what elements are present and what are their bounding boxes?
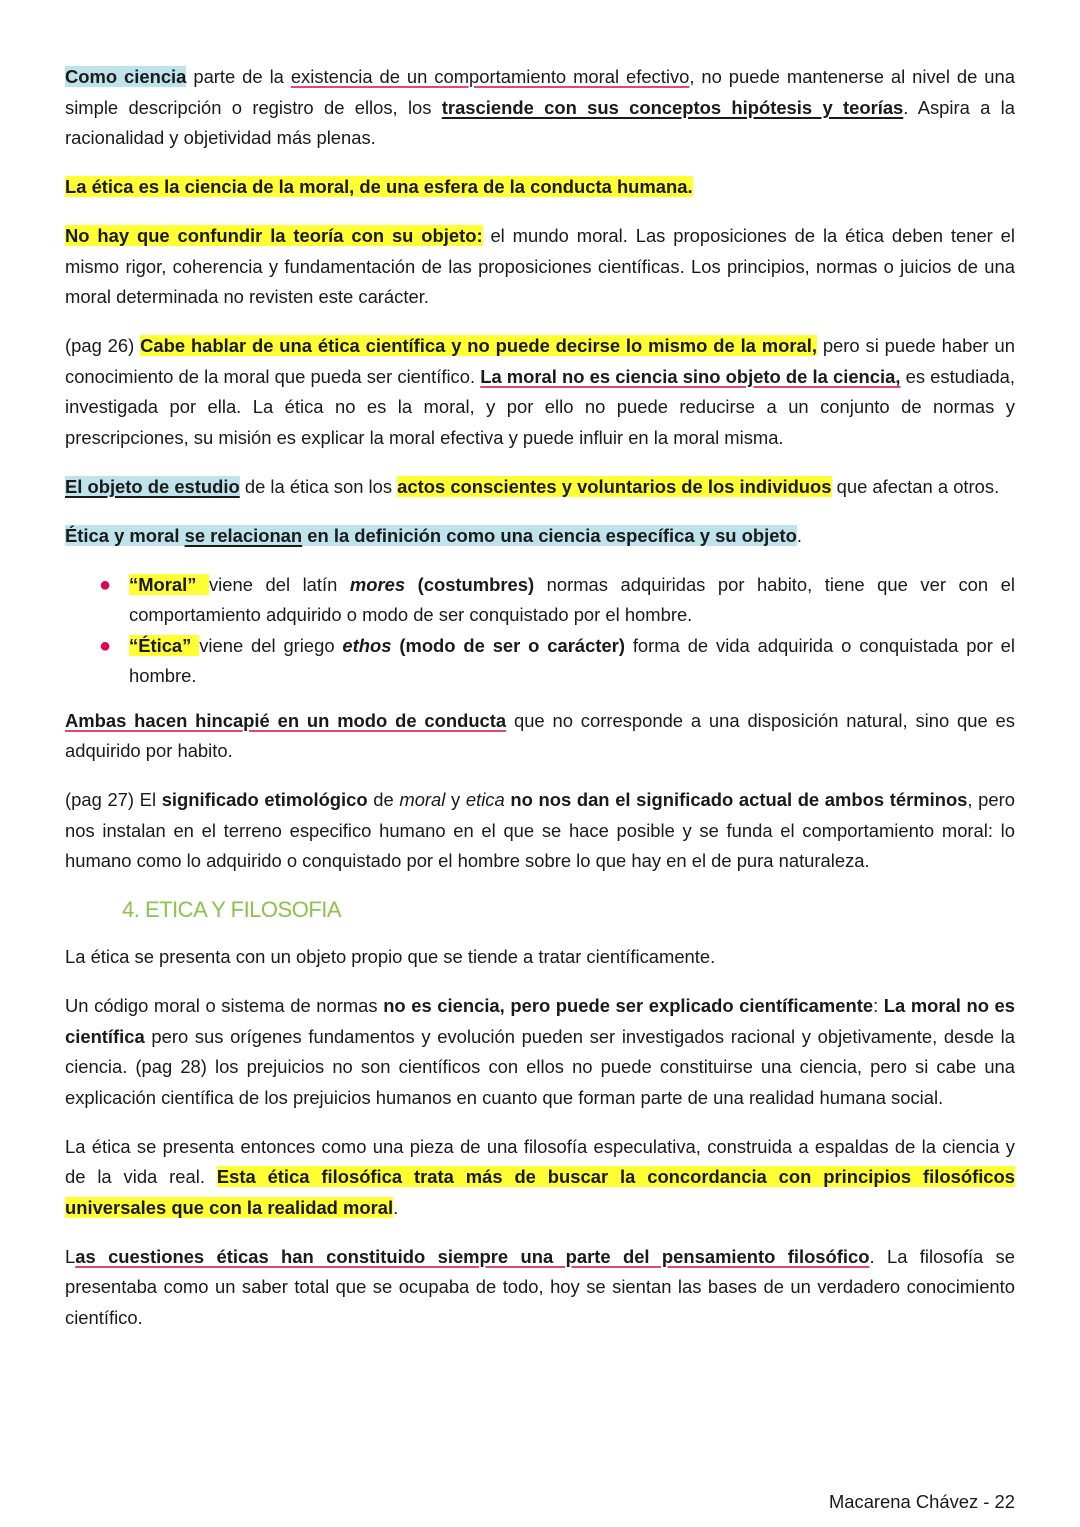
text-run: que no corresponde a una disposición natural, sino que es adquirido por habito. <box>65 709 1015 761</box>
text-run: de la ética son los <box>239 475 398 497</box>
highlight-term: “Ética” <box>129 634 200 656</box>
etymology-list <box>65 570 1015 692</box>
section-heading: 4. ETICA Y FILOSOFIA <box>122 897 342 922</box>
highlight-objeto-estudio: El objeto de estudio <box>65 475 240 497</box>
underlined-phrase: se relacionan <box>184 524 303 546</box>
text-run: forma de vida adquirida o conquistada por el hombre. <box>129 634 1015 686</box>
bold-phrase: no es ciencia, pero puede ser explicado científicamente <box>383 995 874 1016</box>
underlined-phrase: existencia de un comportamiento moral efectivo <box>290 66 690 87</box>
highlight-como-ciencia: Como ciencia <box>65 66 187 87</box>
bullet-icon: ● <box>99 573 112 596</box>
highlight-term: “Moral” <box>129 573 209 595</box>
highlight-etica-cientifica: Cabe hablar de una ética científica y no puede decirse lo mismo de la moral, <box>140 335 817 356</box>
bold-phrase: (modo de ser o carácter) <box>391 634 625 656</box>
italic-term: etica <box>465 789 505 810</box>
text-run: , no puede mantenerse al nivel de una simple descripción o registro de ellos, los <box>65 66 1015 118</box>
text-run: parte de la <box>186 66 291 87</box>
text-run: La ética se presenta con un objeto propio que se tiende a tratar científicamente. <box>65 946 716 967</box>
bold-underlined-phrase: as cuestiones éticas han constituido siempre una parte del pensamiento filosófico <box>75 1245 870 1267</box>
text-run: La ética se presenta entonces como una pieza de una filosofía especulativa, construida a espaldas de la ciencia y de la vida real. <box>65 1135 1015 1187</box>
highlight-etica-filosofica: Esta ética filosófica trata más de buscar la concordancia con principios filosóficos universales que con la realidad moral <box>65 1166 1015 1218</box>
text-run: Ética y moral <box>65 524 185 546</box>
paragraph-etica-ciencia <box>65 172 1015 203</box>
text-run: viene del latín <box>208 573 350 595</box>
highlight-no-confundir: No hay que confundir la teoría con su objeto: <box>65 225 483 246</box>
paragraph-etica-moral <box>65 521 1015 552</box>
list-item <box>99 631 1015 692</box>
bold-underlined-phrase: La moral no es ciencia sino objeto de la ciencia, <box>480 365 901 387</box>
text-run: pero si puede haber un conocimiento de la moral que pueda ser científico. <box>65 335 1015 387</box>
paragraph-objeto-propio <box>65 942 1015 973</box>
text-run: L <box>65 1245 76 1267</box>
text-run: que afectan a otros. <box>831 475 1000 497</box>
text-run: y <box>445 789 466 810</box>
italic-term: moral <box>399 789 446 810</box>
text-run: Un código moral o sistema de normas <box>65 995 384 1016</box>
paragraph-pag-27 <box>65 785 1015 877</box>
text-run: . Aspira a la racionalidad y objetividad más plenas. <box>65 96 1015 148</box>
paragraph-pag-26 <box>65 331 1015 453</box>
paragraph-no-confundir <box>65 221 1015 313</box>
bullet-icon: ● <box>99 634 112 657</box>
bold-underlined-phrase: trasciende con sus conceptos hipótesis y teorías <box>441 96 904 118</box>
paragraph-objeto-estudio <box>65 472 1015 503</box>
bold-phrase: significado etimológico <box>161 789 368 810</box>
paragraph-filosofia-especulativa <box>65 1132 1015 1224</box>
italic-term: mores <box>349 573 406 595</box>
bold-phrase: no nos dan el significado actual de ambos términos <box>510 789 968 810</box>
page-footer: Macarena Chávez - 22 <box>828 1491 1015 1512</box>
document-page <box>65 62 1015 1352</box>
text-run: de <box>367 789 400 810</box>
bold-phrase: La moral no es científica <box>65 995 1015 1047</box>
text-run: . La filosofía se presentaba como un saber total que se ocupaba de todo, hoy se sientan las bases de un verdadero conocimiento científico. <box>65 1245 1015 1328</box>
text-run: , pero nos instalan en el terreno especifico humano en el que se hace posible y se funda el comportamiento moral: lo humano como lo adquirido o conquistado por el hombre sobre lo que hay en el de pura naturaleza. <box>65 789 1015 871</box>
text-run: (pag 26) <box>65 335 141 356</box>
text-run: el mundo moral. Las proposiciones de la ética deben tener el mismo rigor, coherencia y fundamentación de las proposiciones científicas. Los principios, normas o juicios de una moral determinada no revisten este carácter. <box>65 225 1015 307</box>
text-run: . <box>796 524 802 546</box>
paragraph-como-ciencia <box>65 62 1015 154</box>
paragraph-cuestiones-eticas <box>65 1242 1015 1334</box>
text-run: es estudiada, investigada por ella. La ética no es la moral, y por ello no puede reducirse a un conjunto de normas y prescripciones, su misión es explicar la moral efectiva y puede influir en la moral misma. <box>65 365 1016 448</box>
text-run: viene del griego <box>199 634 343 656</box>
text-run: (pag 27) El <box>65 789 162 810</box>
list-item <box>99 570 1015 631</box>
text-run: normas adquiridas por habito, tiene que ver con el comportamiento adquirido o modo de ser conquistado por el hombre. <box>129 573 1015 625</box>
italic-term: ethos <box>342 634 392 656</box>
highlight-actos: actos conscientes y voluntarios de los individuos <box>397 475 832 497</box>
text-run: pero sus orígenes fundamentos y evolución pueden ser investigados racional y objetivamente, desde la ciencia. (pag 28) los prejuicios no son científicos con ellos no puede constituirse una ciencia, pero si cabe una explicación científica de los prejuicios humanos en cuanto que forman parte de una realidad humana social. <box>65 1025 1015 1108</box>
text-run: : <box>873 995 884 1016</box>
paragraph-ambas <box>65 706 1015 767</box>
bold-underlined-phrase: Ambas hacen hincapié en un modo de conducta <box>65 709 507 731</box>
paragraph-codigo-moral <box>65 991 1015 1113</box>
text-run: . <box>393 1196 399 1218</box>
bold-phrase: (costumbres) <box>405 573 535 595</box>
text-run: en la definición como una ciencia específica y su objeto <box>302 524 797 546</box>
highlight-definition: La ética es la ciencia de la moral, de una esfera de la conducta humana. <box>65 176 693 197</box>
